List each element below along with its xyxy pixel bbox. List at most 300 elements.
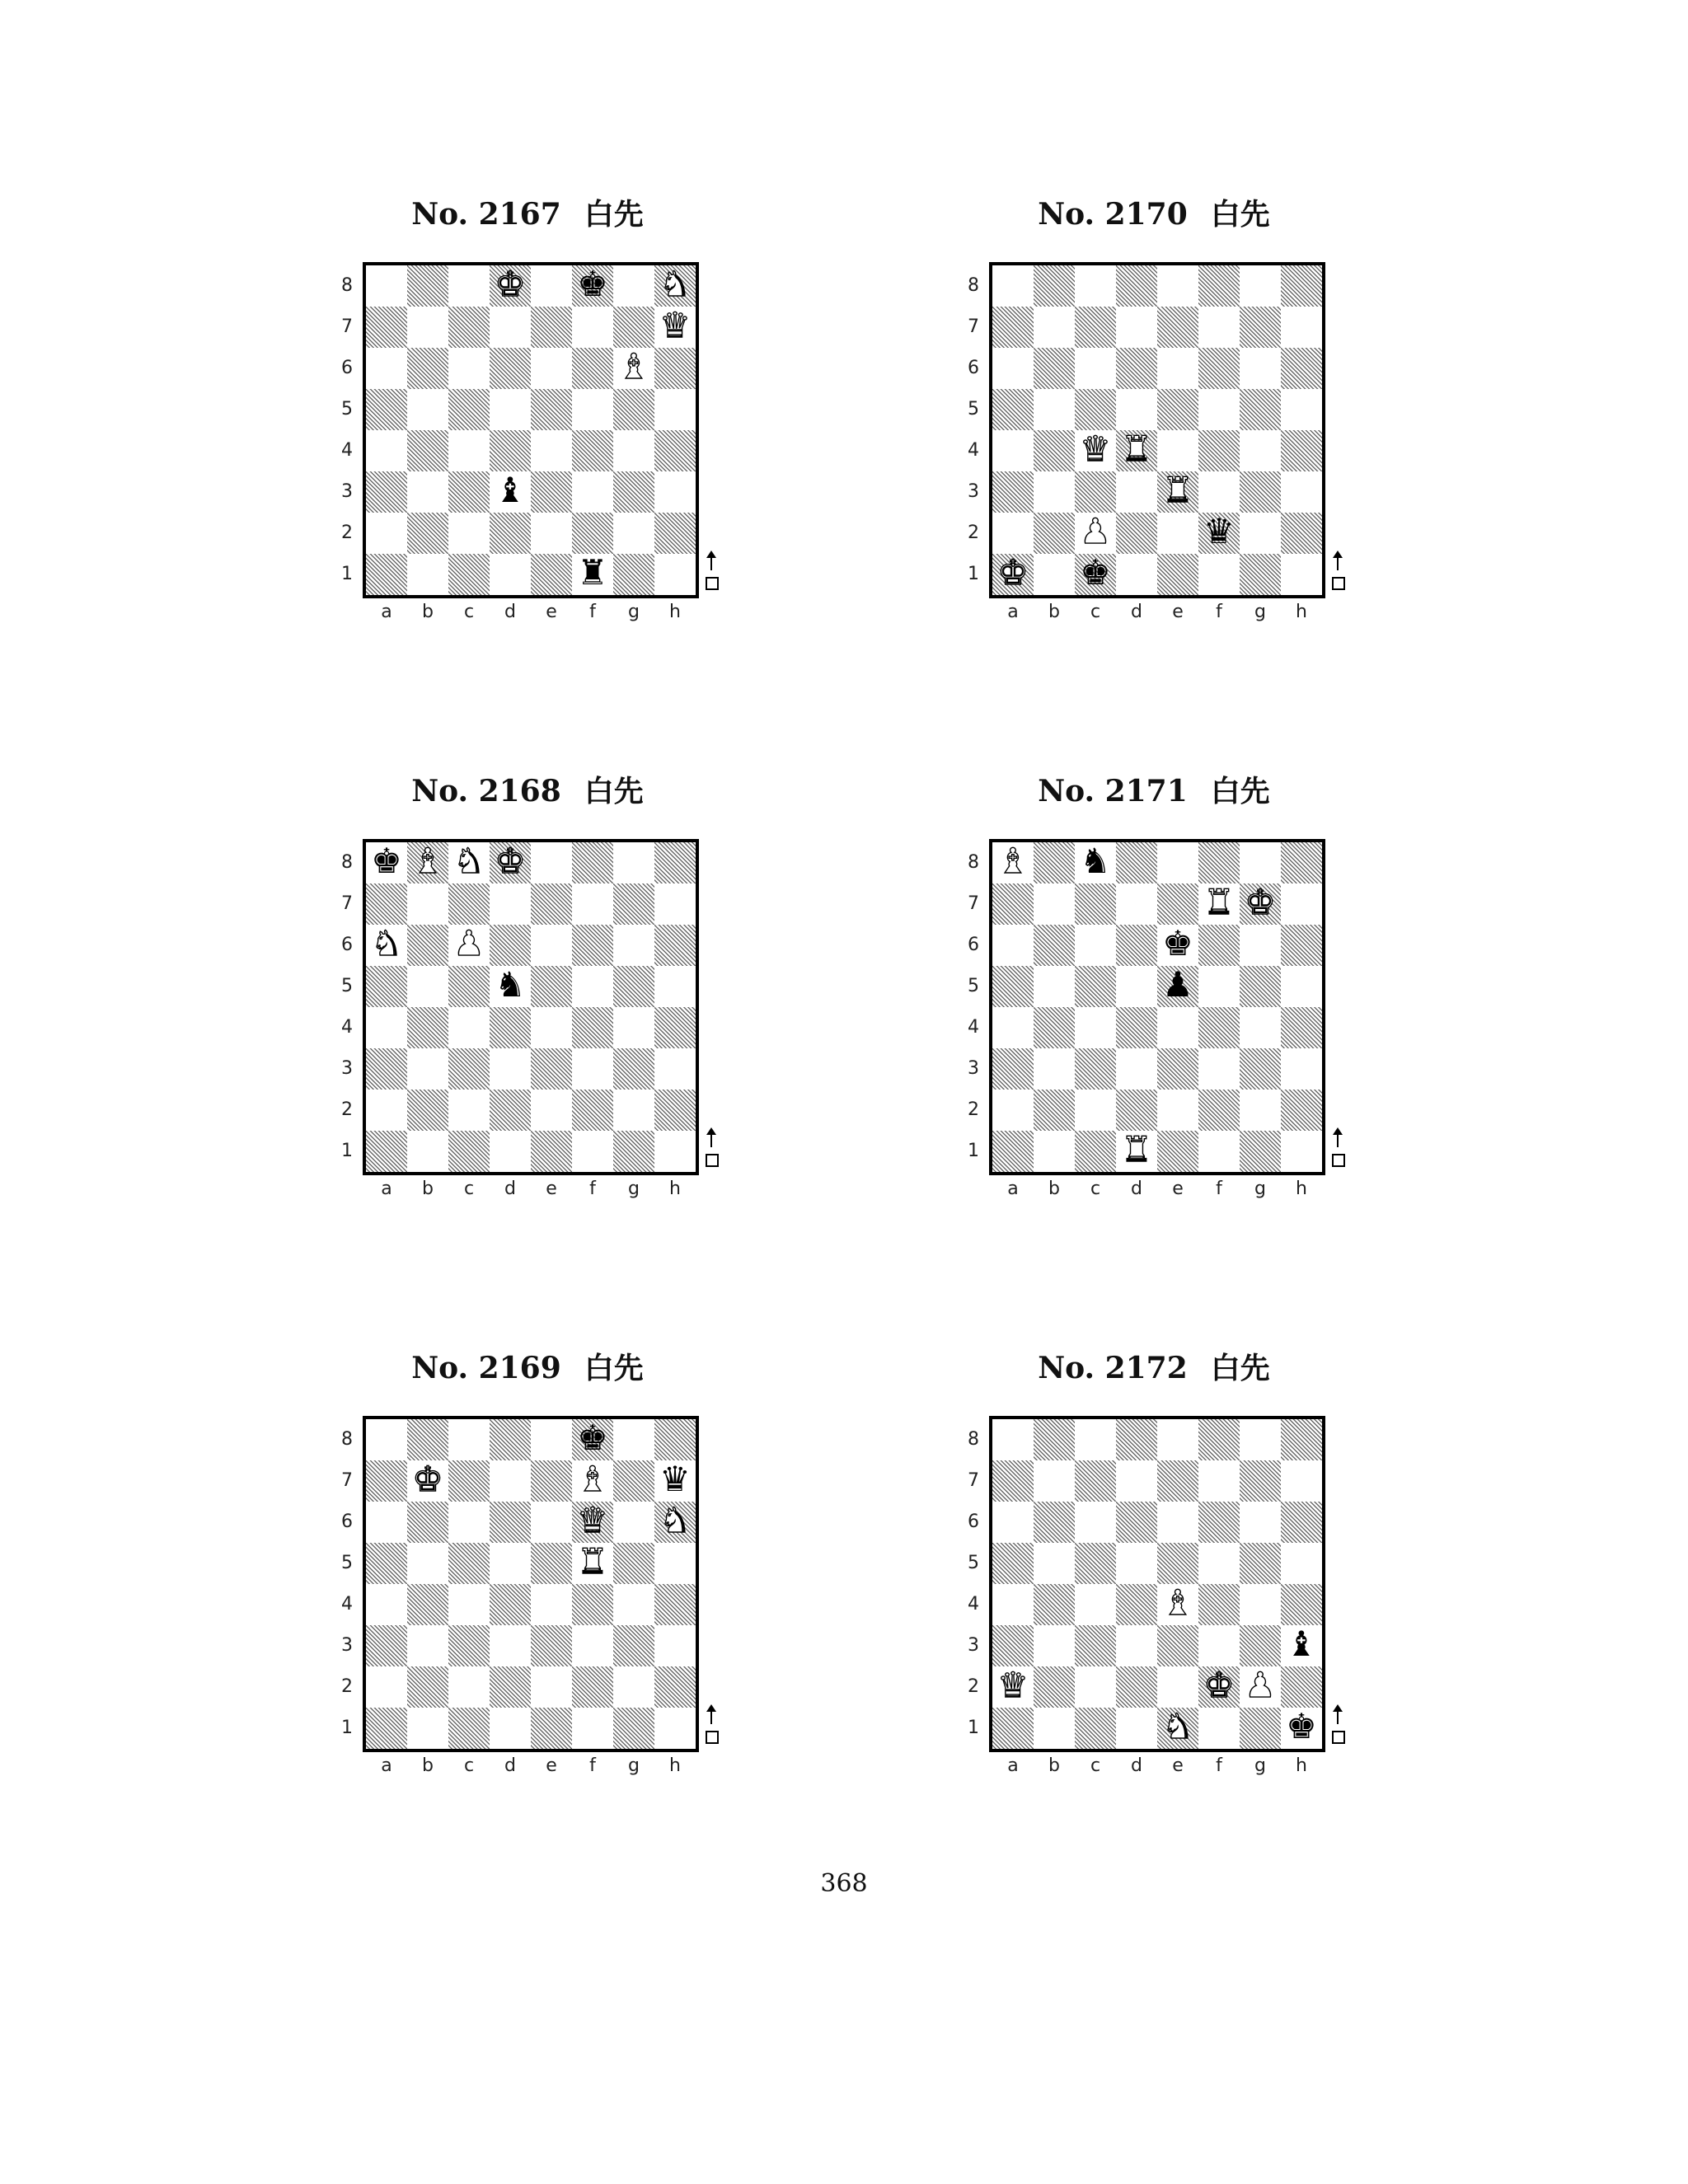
file-label: b <box>422 602 434 622</box>
square-c4 <box>448 430 490 471</box>
square-g8 <box>613 842 654 883</box>
square-g8 <box>613 1419 654 1460</box>
square-e8 <box>531 842 572 883</box>
file-label: e <box>1172 1179 1184 1199</box>
white-king-icon: ♚ <box>997 552 1029 593</box>
square-f6 <box>572 348 613 389</box>
file-label: g <box>628 602 640 622</box>
rank-label: 2 <box>341 1676 353 1697</box>
square-f8 <box>1198 1419 1240 1460</box>
square-marker-icon <box>706 1731 719 1744</box>
white-king-icon: ♚ <box>412 1459 443 1499</box>
square-h5 <box>654 966 696 1007</box>
square-d7 <box>490 307 531 348</box>
square-f4 <box>572 430 613 471</box>
rank-label: 3 <box>968 481 979 502</box>
square-g4 <box>1240 430 1281 471</box>
square-d6 <box>1116 348 1157 389</box>
square-c1 <box>448 1708 490 1749</box>
square-f3 <box>1198 1625 1240 1666</box>
rank-label: 2 <box>341 523 353 543</box>
square-h1 <box>654 1708 696 1749</box>
square-e8 <box>1157 1419 1198 1460</box>
square-a8 <box>992 265 1034 307</box>
square-c8 <box>1075 265 1116 307</box>
square-e1 <box>531 1708 572 1749</box>
square-d7 <box>1116 883 1157 925</box>
square-d4 <box>1116 1584 1157 1625</box>
square-e2 <box>531 513 572 554</box>
white-rook-icon: ♜ <box>1121 1129 1152 1169</box>
square-h1 <box>1281 554 1322 595</box>
square-h5 <box>1281 966 1322 1007</box>
square-d1 <box>1116 1708 1157 1749</box>
square-g2 <box>613 513 654 554</box>
square-g6 <box>1240 1502 1281 1543</box>
rank-label: 3 <box>341 481 353 502</box>
square-b6 <box>1034 925 1075 966</box>
rank-label: 2 <box>968 1099 979 1120</box>
square-e1 <box>531 554 572 595</box>
square-d3 <box>490 1625 531 1666</box>
square-a4 <box>366 1007 407 1048</box>
square-b2 <box>1034 1090 1075 1131</box>
square-f2 <box>1198 1090 1240 1131</box>
square-b3 <box>1034 1048 1075 1090</box>
square-b7 <box>1034 307 1075 348</box>
square-marker-icon <box>1332 1154 1345 1167</box>
black-king-icon: ♚ <box>577 264 608 304</box>
file-label: c <box>1090 602 1101 622</box>
rank-label: 8 <box>341 1429 353 1450</box>
rank-label: 6 <box>968 935 979 955</box>
square-g8 <box>613 265 654 307</box>
square-g1 <box>1240 1708 1281 1749</box>
square-a1 <box>992 1131 1034 1172</box>
square-c6 <box>1075 925 1116 966</box>
square-c4 <box>1075 1007 1116 1048</box>
square-f5 <box>1198 389 1240 430</box>
square-c3 <box>1075 471 1116 513</box>
black-queen-icon: ♛ <box>1203 511 1235 551</box>
rank-label: 2 <box>968 1676 979 1697</box>
file-label: b <box>422 1179 434 1199</box>
square-b8 <box>1034 265 1075 307</box>
square-b3 <box>407 1625 448 1666</box>
square-b4 <box>1034 430 1075 471</box>
square-g4 <box>1240 1007 1281 1048</box>
square-b3 <box>407 1048 448 1090</box>
square-a2 <box>992 513 1034 554</box>
square-d4 <box>490 1007 531 1048</box>
black-king-icon: ♚ <box>371 841 402 881</box>
arrow-up-icon <box>710 552 712 570</box>
square-d1 <box>1116 554 1157 595</box>
rank-label: 7 <box>341 316 353 337</box>
rank-label: 5 <box>968 1553 979 1573</box>
white-pawn-icon: ♟ <box>1080 511 1111 551</box>
square-f3 <box>572 471 613 513</box>
square-g1 <box>613 554 654 595</box>
square-d2 <box>490 513 531 554</box>
square-b8 <box>1034 842 1075 883</box>
square-c8 <box>1075 1419 1116 1460</box>
black-queen-icon: ♛ <box>659 1459 691 1499</box>
problem-number: No. 2171 <box>1038 774 1188 808</box>
square-d7 <box>490 1460 531 1502</box>
square-marker-icon <box>706 577 719 590</box>
square-d3 <box>1116 471 1157 513</box>
square-d8 <box>1116 1419 1157 1460</box>
square-e1 <box>1157 554 1198 595</box>
rank-label: 7 <box>341 893 353 914</box>
side-to-move-caption: 白先 <box>584 774 644 808</box>
square-g7 <box>613 883 654 925</box>
file-label: f <box>589 1755 596 1776</box>
square-h3 <box>654 1625 696 1666</box>
square-c5 <box>448 966 490 1007</box>
white-queen-icon: ♛ <box>577 1500 608 1540</box>
square-g8 <box>1240 265 1281 307</box>
square-f4 <box>572 1584 613 1625</box>
square-g3 <box>1240 1625 1281 1666</box>
square-f1 <box>1198 1708 1240 1749</box>
square-g5 <box>1240 389 1281 430</box>
square-c6 <box>448 348 490 389</box>
square-d3 <box>1116 1048 1157 1090</box>
file-label: f <box>1216 602 1222 622</box>
square-h6 <box>1281 1502 1322 1543</box>
square-g4 <box>613 1584 654 1625</box>
square-d6 <box>490 925 531 966</box>
square-f5 <box>1198 966 1240 1007</box>
square-f8 <box>1198 842 1240 883</box>
square-f1 <box>1198 1131 1240 1172</box>
file-label: a <box>381 602 392 622</box>
square-h3 <box>654 1048 696 1090</box>
square-a7 <box>366 307 407 348</box>
square-g1 <box>1240 1131 1281 1172</box>
chess-diagram <box>907 190 1401 651</box>
square-b6 <box>407 925 448 966</box>
square-g3 <box>1240 1048 1281 1090</box>
file-label: c <box>463 1179 475 1199</box>
white-to-move-arrow-icon <box>704 1129 720 1170</box>
square-a3 <box>366 471 407 513</box>
square-g3 <box>613 1625 654 1666</box>
board-area <box>280 206 775 668</box>
square-g5 <box>613 389 654 430</box>
file-label: e <box>546 1755 557 1776</box>
board-area <box>907 1360 1401 1821</box>
square-e7 <box>531 883 572 925</box>
file-label: c <box>463 1755 475 1776</box>
black-knight-icon: ♞ <box>1080 841 1111 881</box>
square-a4 <box>992 1584 1034 1625</box>
square-d4 <box>490 1584 531 1625</box>
square-h3 <box>1281 471 1322 513</box>
square-g1 <box>613 1708 654 1749</box>
chess-board <box>989 839 1325 1175</box>
black-king-icon: ♚ <box>1080 552 1111 593</box>
white-bishop-icon: ♝ <box>412 841 443 881</box>
rank-label: 5 <box>968 399 979 419</box>
square-f4 <box>572 1007 613 1048</box>
square-a4 <box>992 1007 1034 1048</box>
problem-number: No. 2167 <box>411 197 561 232</box>
chess-board <box>363 1416 699 1752</box>
rank-label: 4 <box>968 1594 979 1615</box>
square-e5 <box>1157 389 1198 430</box>
square-d2 <box>1116 513 1157 554</box>
square-f4 <box>1198 1584 1240 1625</box>
square-marker-icon <box>706 1154 719 1167</box>
square-b5 <box>1034 1543 1075 1584</box>
square-g4 <box>1240 1584 1281 1625</box>
square-e4 <box>531 1007 572 1048</box>
square-g5 <box>613 966 654 1007</box>
square-e2 <box>1157 513 1198 554</box>
square-e3 <box>1157 1625 1198 1666</box>
square-f5 <box>572 389 613 430</box>
black-bishop-icon: ♝ <box>1286 1624 1317 1664</box>
square-a4 <box>992 430 1034 471</box>
file-label: f <box>589 602 596 622</box>
square-a6 <box>366 348 407 389</box>
black-bishop-icon: ♝ <box>495 470 526 510</box>
square-e7 <box>531 307 572 348</box>
square-d5 <box>1116 389 1157 430</box>
square-e6 <box>1157 1502 1198 1543</box>
chess-board <box>989 1416 1325 1752</box>
square-c5 <box>448 389 490 430</box>
file-label: c <box>1090 1755 1101 1776</box>
square-c2 <box>1075 1090 1116 1131</box>
square-h4 <box>1281 1007 1322 1048</box>
square-e3 <box>531 471 572 513</box>
square-g5 <box>613 1543 654 1584</box>
square-marker-icon <box>1332 1731 1345 1744</box>
square-b1 <box>407 1131 448 1172</box>
square-h5 <box>654 1543 696 1584</box>
rank-label: 6 <box>968 1511 979 1532</box>
file-label: b <box>1048 1755 1060 1776</box>
square-e6 <box>531 925 572 966</box>
square-h7 <box>654 883 696 925</box>
white-to-move-arrow-icon <box>704 1706 720 1747</box>
square-e2 <box>531 1666 572 1708</box>
square-a7 <box>992 883 1034 925</box>
square-b3 <box>1034 1625 1075 1666</box>
black-pawn-icon: ♟ <box>1162 964 1193 1005</box>
square-f6 <box>1198 925 1240 966</box>
square-c1 <box>448 1131 490 1172</box>
square-c4 <box>448 1584 490 1625</box>
square-g3 <box>1240 471 1281 513</box>
square-c3 <box>448 471 490 513</box>
white-queen-icon: ♛ <box>1080 429 1111 469</box>
file-label: f <box>1216 1755 1222 1776</box>
square-f7 <box>1198 307 1240 348</box>
square-b7 <box>1034 1460 1075 1502</box>
square-c7 <box>448 307 490 348</box>
rank-label: 5 <box>341 399 353 419</box>
square-d2 <box>490 1666 531 1708</box>
file-label: a <box>1007 1755 1019 1776</box>
square-h6 <box>1281 925 1322 966</box>
file-label: h <box>669 1755 681 1776</box>
square-a4 <box>366 1584 407 1625</box>
file-label: h <box>669 1179 681 1199</box>
square-d7 <box>1116 1460 1157 1502</box>
square-g4 <box>613 430 654 471</box>
square-h7 <box>1281 307 1322 348</box>
rank-label: 7 <box>968 1470 979 1491</box>
square-a6 <box>366 1502 407 1543</box>
black-king-icon: ♚ <box>1162 923 1193 963</box>
square-c1 <box>448 554 490 595</box>
square-f8 <box>572 842 613 883</box>
square-a6 <box>992 348 1034 389</box>
arrow-up-icon <box>710 1129 712 1147</box>
square-e4 <box>1157 1007 1198 1048</box>
square-d3 <box>1116 1625 1157 1666</box>
rank-label: 8 <box>341 275 353 296</box>
square-e1 <box>1157 1131 1198 1172</box>
rank-label: 2 <box>341 1099 353 1120</box>
square-b1 <box>1034 1131 1075 1172</box>
file-label: h <box>1296 1179 1307 1199</box>
page-number: 368 <box>820 1869 868 1898</box>
square-a1 <box>992 1708 1034 1749</box>
square-d7 <box>1116 307 1157 348</box>
square-a3 <box>366 1048 407 1090</box>
square-c2 <box>448 513 490 554</box>
white-knight-icon: ♞ <box>1162 1706 1193 1746</box>
file-label: a <box>1007 1179 1019 1199</box>
square-f5 <box>572 966 613 1007</box>
problem-number: No. 2172 <box>1038 1351 1188 1385</box>
side-to-move-caption: 白先 <box>1210 774 1270 808</box>
square-a5 <box>992 966 1034 1007</box>
square-g4 <box>613 1007 654 1048</box>
rank-label: 4 <box>968 440 979 461</box>
square-h4 <box>654 1584 696 1625</box>
arrow-up-icon <box>710 1706 712 1724</box>
file-label: d <box>1131 602 1142 622</box>
square-b1 <box>407 1708 448 1749</box>
square-h2 <box>654 513 696 554</box>
board-area <box>280 783 775 1244</box>
square-f3 <box>572 1625 613 1666</box>
square-a5 <box>366 389 407 430</box>
black-king-icon: ♚ <box>577 1418 608 1458</box>
white-to-move-arrow-icon <box>1330 1129 1347 1170</box>
side-to-move-caption: 白先 <box>1210 1351 1270 1385</box>
square-g6 <box>1240 348 1281 389</box>
board-area <box>280 1360 775 1821</box>
white-rook-icon: ♜ <box>577 1541 608 1582</box>
square-h4 <box>654 430 696 471</box>
file-label: g <box>628 1755 640 1776</box>
file-label: e <box>546 602 557 622</box>
chess-board <box>989 262 1325 598</box>
square-d2 <box>1116 1666 1157 1708</box>
square-h2 <box>1281 1666 1322 1708</box>
white-king-icon: ♚ <box>495 841 526 881</box>
square-b4 <box>407 1584 448 1625</box>
square-g7 <box>1240 307 1281 348</box>
square-b7 <box>407 883 448 925</box>
square-e3 <box>531 1625 572 1666</box>
file-label: h <box>1296 602 1307 622</box>
white-pawn-icon: ♟ <box>453 923 485 963</box>
square-d4 <box>1116 1007 1157 1048</box>
white-knight-icon: ♞ <box>371 923 402 963</box>
chess-board <box>363 262 699 598</box>
square-b6 <box>1034 348 1075 389</box>
square-f1 <box>1198 554 1240 595</box>
chess-diagram <box>280 766 775 1228</box>
square-b1 <box>407 554 448 595</box>
square-a3 <box>992 471 1034 513</box>
rank-label: 7 <box>968 893 979 914</box>
square-b2 <box>1034 513 1075 554</box>
file-label: d <box>1131 1755 1142 1776</box>
square-b8 <box>407 265 448 307</box>
square-g1 <box>1240 554 1281 595</box>
square-f7 <box>572 883 613 925</box>
white-knight-icon: ♞ <box>453 841 485 881</box>
rank-label: 7 <box>968 316 979 337</box>
white-rook-icon: ♜ <box>1121 429 1152 469</box>
square-b2 <box>407 1090 448 1131</box>
square-h1 <box>654 1131 696 1172</box>
square-h7 <box>1281 883 1322 925</box>
square-g5 <box>1240 966 1281 1007</box>
square-b2 <box>407 1666 448 1708</box>
square-f2 <box>572 1090 613 1131</box>
square-g7 <box>613 1460 654 1502</box>
square-f4 <box>1198 1007 1240 1048</box>
file-label: e <box>1172 602 1184 622</box>
file-label: e <box>546 1179 557 1199</box>
square-g7 <box>1240 1460 1281 1502</box>
square-f6 <box>1198 1502 1240 1543</box>
square-d1 <box>490 1131 531 1172</box>
square-b2 <box>407 513 448 554</box>
square-f7 <box>1198 1460 1240 1502</box>
square-e5 <box>531 389 572 430</box>
square-f5 <box>1198 1543 1240 1584</box>
white-rook-icon: ♜ <box>1203 882 1235 922</box>
square-h4 <box>1281 1584 1322 1625</box>
square-g2 <box>613 1090 654 1131</box>
rank-label: 5 <box>341 1553 353 1573</box>
rank-label: 1 <box>968 1718 979 1738</box>
white-knight-icon: ♞ <box>659 1500 691 1540</box>
square-c1 <box>1075 1131 1116 1172</box>
file-label: c <box>463 602 475 622</box>
white-bishop-icon: ♝ <box>577 1459 608 1499</box>
square-a3 <box>366 1625 407 1666</box>
square-b1 <box>1034 1708 1075 1749</box>
file-label: g <box>1254 602 1266 622</box>
square-g6 <box>1240 925 1281 966</box>
square-c2 <box>448 1666 490 1708</box>
rank-label: 4 <box>341 440 353 461</box>
square-d7 <box>490 883 531 925</box>
